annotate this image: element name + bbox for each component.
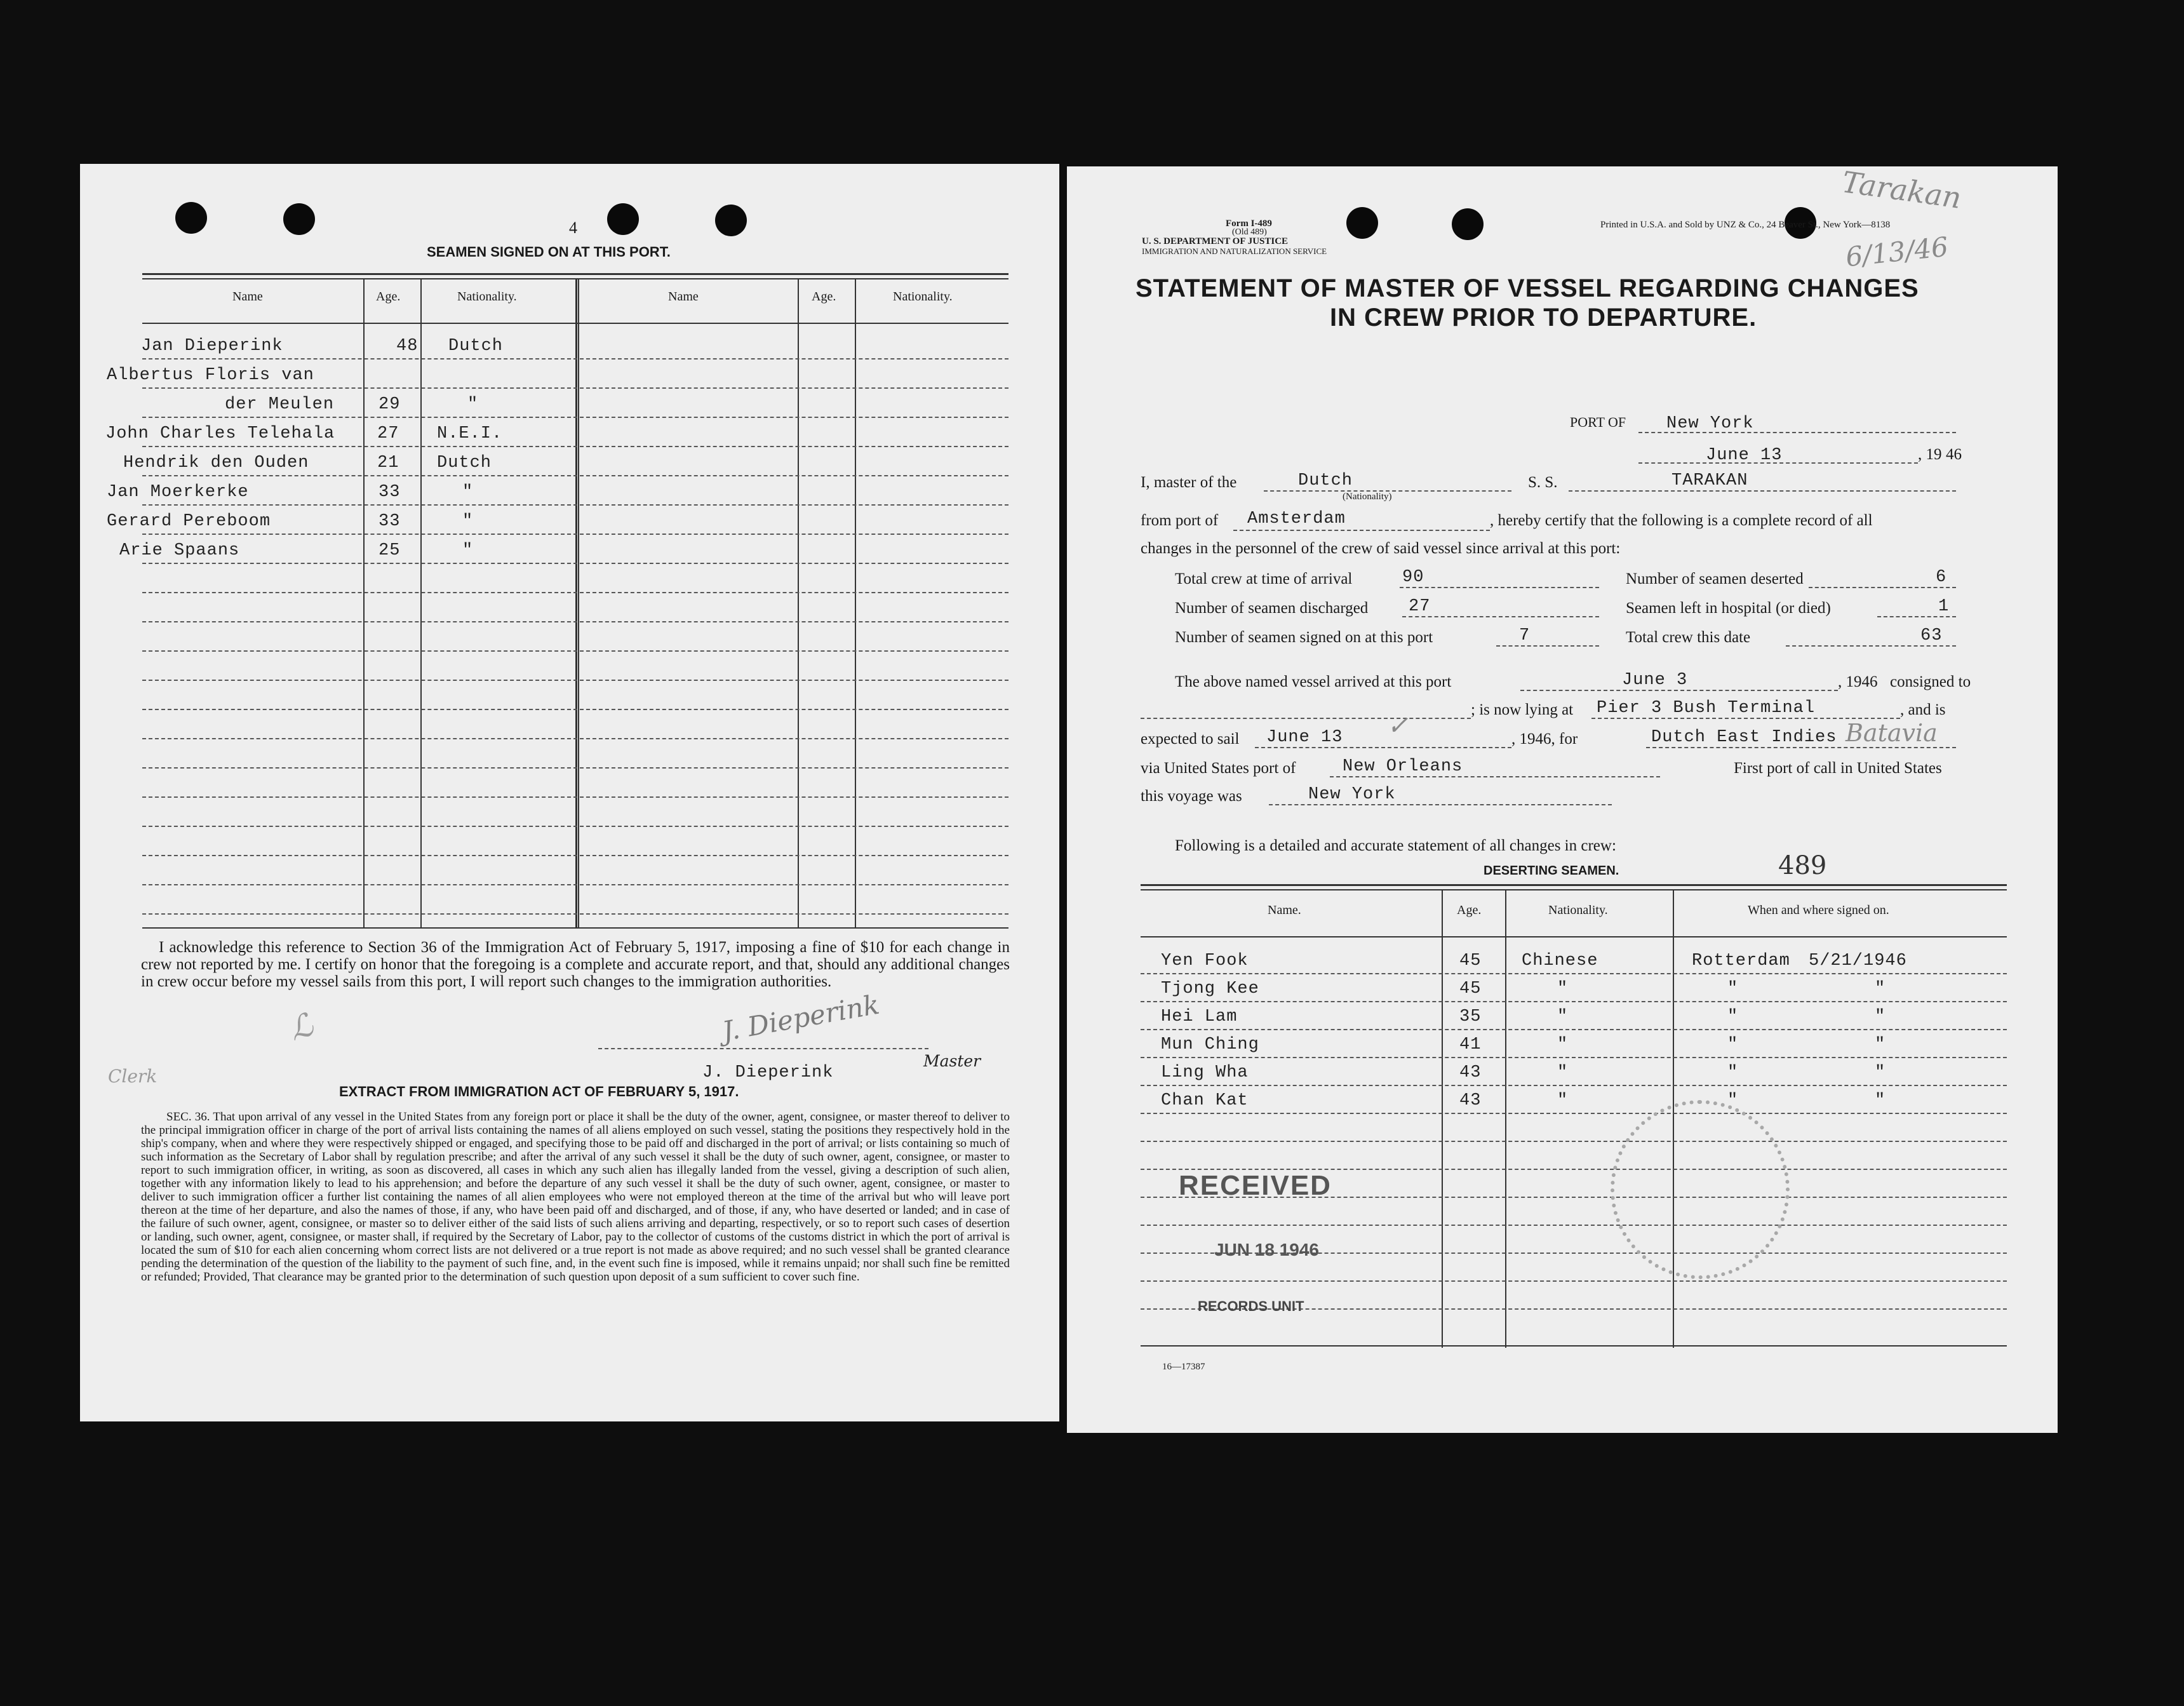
deserter-name: Hei Lam: [1161, 1007, 1238, 1026]
following-text: Following is a detailed and accurate statement of all changes in crew:: [1175, 837, 1616, 854]
deserter-where: Rotterdam: [1692, 951, 1790, 971]
deserter-name: Yen Fook: [1161, 951, 1249, 971]
row-line: [142, 563, 1008, 564]
from-port-label: from port of: [1141, 512, 1219, 529]
voyage-label: this voyage was: [1141, 788, 1242, 805]
master-label: Master: [923, 1052, 981, 1070]
deserter-nationality: ": [1557, 1091, 1569, 1110]
deserter-nationality: ": [1557, 1063, 1569, 1082]
form-id: Form I-489: [1226, 218, 1272, 229]
deserter-when: ": [1875, 1091, 1886, 1110]
row-line: [142, 680, 1008, 681]
field-line: [1786, 645, 1956, 647]
deserter-age: 45: [1459, 951, 1482, 971]
column-header-age: Age.: [812, 290, 836, 304]
punch-hole: [283, 203, 315, 235]
stamp-number: 489: [1778, 851, 1827, 880]
form-old: (Old 489): [1232, 227, 1267, 237]
acknowledgment-text: I acknowledge this reference to Section 36 of the Immigration Act of February 5, 1917, imposing a fine of $10 for each change in crew not reported by me. I certify on honor that the foregoing is a complete and accurate report, and that, should any additional changes in crew occur before my vessel sails from this port, I will report such changes to the immigration authorities.: [141, 939, 1010, 990]
column-header-when-where: When and where signed on.: [1748, 903, 1889, 917]
row-line: [142, 534, 1008, 535]
seaman-nationality: ": [462, 512, 474, 531]
master-of-label: I, master of the: [1141, 474, 1237, 491]
row-line: [142, 826, 1008, 827]
column-divider: [798, 278, 799, 927]
field-line: [1402, 616, 1599, 617]
deserted-value: 6: [1936, 568, 1947, 587]
deserter-name: Mun Ching: [1161, 1035, 1259, 1054]
deserter-when: ": [1875, 1035, 1886, 1054]
field-line: [1877, 616, 1956, 617]
form-footer: 16—17387: [1162, 1362, 1205, 1372]
seaman-nationality: ": [462, 541, 474, 560]
deserter-where: ": [1727, 1007, 1739, 1026]
deserter-when: ": [1875, 1063, 1886, 1082]
handwritten-vessel: Tarakan: [1840, 165, 1964, 215]
extract-title: EXTRACT FROM IMMIGRATION ACT OF FEBRUARY 5, 1917.: [339, 1084, 739, 1099]
field-line: [1330, 776, 1660, 777]
seaman-name: Arie Spaans: [119, 541, 240, 560]
rule: [1141, 889, 2007, 890]
punch-hole: [607, 203, 639, 235]
seaman-nationality: Dutch: [437, 453, 492, 473]
row-line: [1141, 1085, 2007, 1086]
deserter-age: 41: [1459, 1035, 1482, 1054]
seaman-age: 48: [396, 337, 419, 356]
form-title-line2: IN CREW PRIOR TO DEPARTURE.: [1330, 304, 1757, 332]
year-value: 46: [1946, 446, 1962, 463]
row-line: [1141, 973, 2007, 974]
deserter-where: ": [1727, 979, 1739, 998]
deserter-age: 43: [1459, 1063, 1482, 1082]
rule: [1141, 884, 2007, 886]
nationality-caption: (Nationality): [1343, 492, 1392, 502]
seaman-name: Albertus Floris van: [107, 366, 314, 385]
column-divider: [855, 278, 856, 927]
deserter-when: 5/21/1946: [1809, 951, 1907, 971]
received-date-stamp: JUN 18 1946: [1214, 1240, 1320, 1259]
seaman-age: 33: [379, 512, 401, 531]
row-line: [1141, 1029, 2007, 1030]
deserter-age: 43: [1459, 1091, 1482, 1110]
department: U. S. DEPARTMENT OF JUSTICE: [1142, 236, 1289, 246]
row-line: [1141, 1225, 2007, 1226]
row-line: [142, 884, 1008, 885]
discharged-label: Number of seamen discharged: [1175, 600, 1369, 617]
column-divider: [578, 278, 579, 927]
seaman-nationality: N.E.I.: [437, 424, 503, 443]
page-number: 4: [569, 218, 577, 237]
records-unit-stamp: RECORDS UNIT: [1198, 1298, 1304, 1314]
seaman-age: 29: [379, 395, 401, 414]
arrived-year: , 1946: [1838, 673, 1878, 690]
section-36-text: SEC. 36. That upon arrival of any vessel in the United States from any foreign port or place it shall be the duty of the owner, agent, consignee, or master thereof to deliver to the principal immigration officer in charge of the port of arrival lists containing the names of all aliens employed on such vessel, stating the positions they respectively hold in the ship's company, when and where they were respectively shipped or engaged, and specifying those to be paid off and discharged in the port of arrival; or lists containing so much of such information as the Secretary of Labor shall by regulation prescribe; and after the arrival of any such vessel it shall be the duty of such owner, agent, consignee, or master to report to such immigration officer, in writing, as soon as discovered, all cases in which any such alien has illegally landed from the vessel, giving a description of such alien, together with any information likely to lead to his apprehension; and before the departure of any such vessel it shall be the duty of such owner, agent, consignee, or master to deliver to such immigration officer a further list containing the names of all alien employees who were not employed thereon at the time of the arrival but who will leave port thereon at the time of her departure, and also the names of those, if any, who have been paid off and discharged, and of those, if any, who have deserted or landed; and in case of the failure of such owner, agent, consignee, or master so to deliver either of the said lists of such aliens arriving and departing, respectively, or so to report such cases of desertion or landing, such owner, agent, consignee, or master shall, if required by the Secretary of Labor, pay to the collector of customs of the customs district in which the port of arrival is located the sum of $10 for each alien concerning whom correct lists are not delivered or a true report is not made as above required; and no such vessel shall be granted clearance pending the determination of the question of the liability to the payment of such fine, and, in the event such fine is imposed, while it remains unpaid; nor shall such fine be remitted or refunded; Provided, That clearance may be granted prior to the determination of such question upon deposit of a sum sufficient to cover such fine.: [141, 1110, 1010, 1284]
deserting-title: DESERTING SEAMEN.: [1484, 864, 1619, 878]
field-line: [1809, 587, 1956, 588]
deserter-nationality: ": [1557, 979, 1569, 998]
field-line: [1646, 747, 1956, 748]
seaman-name: Jan Moerkerke: [107, 483, 249, 502]
signed-on-label: Number of seamen signed on at this port: [1175, 629, 1433, 646]
received-stamp: RECEIVED: [1179, 1170, 1332, 1201]
row-line: [142, 796, 1008, 798]
field-line: [1496, 645, 1599, 647]
deserter-where: ": [1727, 1035, 1739, 1054]
circular-seal: [1611, 1100, 1790, 1279]
deserter-name: Tjong Kee: [1161, 979, 1259, 998]
via-value: New Orleans: [1343, 757, 1463, 776]
nationality-value: Dutch: [1298, 471, 1353, 490]
column-header-age: Age.: [376, 290, 401, 304]
column-divider: [420, 278, 422, 927]
field-line: [1141, 718, 1471, 719]
row-line: [142, 387, 1008, 389]
deserter-where: ": [1727, 1063, 1739, 1082]
seaman-name: Gerard Pereboom: [107, 512, 271, 531]
row-line: [142, 855, 1008, 856]
row-line: [1141, 1141, 2007, 1142]
lying-label: ; is now lying at: [1471, 701, 1574, 718]
column-divider: [575, 278, 577, 927]
seaman-age: 27: [377, 424, 399, 443]
signature-line: [598, 1048, 928, 1049]
printer-note: Printed in U.S.A. and Sold by UNZ & Co., 24 Beaver St., New York—8138: [1600, 220, 1891, 230]
column-divider: [1505, 889, 1506, 1348]
row-line: [1141, 1057, 2007, 1058]
deserter-nationality: ": [1557, 1007, 1569, 1026]
total-arrival-label: Total crew at time of arrival: [1175, 570, 1353, 588]
row-line: [142, 913, 1008, 915]
arrived-date: June 3: [1622, 671, 1688, 690]
service: IMMIGRATION AND NATURALIZATION SERVICE: [1142, 246, 1327, 256]
deserter-where: ": [1727, 1091, 1739, 1110]
rule: [1141, 936, 2007, 937]
seaman-nationality: ": [462, 483, 474, 502]
punch-hole: [715, 205, 747, 236]
row-line: [142, 475, 1008, 476]
date-value: June 13: [1706, 446, 1783, 465]
row-line: [1141, 1113, 2007, 1114]
column-header-nationality: Nationality.: [457, 290, 517, 304]
destination-handwritten: Batavia: [1846, 719, 1938, 747]
row-line: [142, 650, 1008, 652]
row-line: [142, 738, 1008, 739]
master-signature: J. Dieperink: [720, 988, 882, 1047]
arrived-label: The above named vessel arrived at this port: [1175, 673, 1452, 690]
lying-value: Pier 3 Bush Terminal: [1597, 699, 1816, 718]
seaman-name: der Meulen: [225, 395, 335, 414]
punch-hole: [1346, 207, 1378, 239]
deserter-age: 45: [1459, 979, 1482, 998]
total-date-label: Total crew this date: [1626, 629, 1751, 646]
row-line: [142, 709, 1008, 710]
deserted-label: Number of seamen deserted: [1626, 570, 1804, 588]
discharged-value: 27: [1409, 597, 1431, 616]
rule: [1141, 1345, 2007, 1347]
from-port-value: Amsterdam: [1247, 509, 1346, 528]
via-label: via United States port of: [1141, 760, 1296, 777]
column-divider: [363, 278, 365, 927]
column-header-age: Age.: [1457, 903, 1482, 917]
column-header-name: Name.: [1268, 903, 1301, 917]
seaman-name: John Charles Telehala: [105, 424, 335, 443]
section-title: SEAMEN SIGNED ON AT THIS PORT.: [427, 244, 671, 260]
deserter-when: ": [1875, 1007, 1886, 1026]
deserter-name: Chan Kat: [1161, 1091, 1249, 1110]
vessel-name: TARAKAN: [1671, 471, 1748, 490]
field-line: [1233, 530, 1490, 531]
row-line: [142, 358, 1008, 359]
hospital-value: 1: [1938, 597, 1950, 616]
column-header-name: Name: [232, 290, 263, 304]
voyage-value: New York: [1308, 785, 1396, 804]
clerk-label: Clerk: [108, 1066, 157, 1087]
total-date-value: 63: [1920, 626, 1943, 645]
master-name-typed: J. Dieperink: [702, 1063, 834, 1082]
destination: Dutch East Indies: [1651, 728, 1837, 747]
year-prefix: , 19: [1918, 446, 1942, 463]
expected-year: , 1946, for: [1511, 730, 1578, 748]
consigned-label: consigned to: [1890, 673, 1971, 690]
row-line: [142, 417, 1008, 418]
row-line: [142, 767, 1008, 769]
signed-on-value: 7: [1519, 626, 1531, 645]
left-page: 4 SEAMEN SIGNED ON AT THIS PORT. Name Age. Nationality. Name Age. Nationality. Jan Dieperink 48 Dutch Albertus Floris van der Meulen 29 " John Charles Telehala 27 N.E.I. Hendrik den Ouden 21 Dutch Jan Moerkerke 33 " Gerard Pereboom 33 " Arie Spaans 25 " I acknowledge this reference to Section 36 of the Immigration Act of February 5, 1917, imposing a fine of $10 for each change in crew not reported by me. I certify on honor that the foregoing is a complete and accurate report, and that, should any additional changes in crew occur before my vessel sails from this port, I will report such changes to the immigration authorities. J. Dieperink ℒ Clerk Master J. Dieperink EXTRACT FROM IMMIGRATION ACT OF FEBRUARY 5, 1917. SEC. 36. That upon arrival of any vessel in the United States from any foreign port or place it shall be the duty of the owner, agent, consignee, or master thereof to deliver to the principal immigration officer in charge of the port of arrival lists containing the names of all aliens employed on such vessel, stating the positions they respectively hold in the ship's company, when and where they were respectively shipped or engaged, and specifying those to be paid off and discharged in the port of arrival; or lists containing so much of such information as the Secretary of Labor shall by regulation prescribe; and after the arrival of any such vessel it shall be the duty of such owner, agent, consignee, or master to report to such immigration officer, in writing, as soon as discovered, all cases in which any such alien has illegally landed from the vessel, giving a description of such alien, together with any information likely to lead to his apprehension; and before the departure of any such vessel it shall be the duty of such owner, agent, consignee, or master to deliver to such immigration officer a further list containing the names of all alien employees who were not employed thereon at the time of the arrival but who will leave port thereon at the time of her departure, and also the names of those, if any, who have been paid off and discharged, and of those, if any, who have deserted or landed; and in case of the failure of such owner, agent, consignee, or master so to deliver either of the said lists of such aliens arriving and departing, respectively, or so to report such cases of desertion or landing, such owner, agent, consignee, or master shall, if required by the Secretary of Labor, pay to the collector of customs of the customs district in which the port of arrival is located the sum of $10 for each alien concerning whom correct lists are not delivered or a true report is not made as above required; and no such vessel shall be granted clearance pending the determination of the question of the liability to the payment of such fine, and, in the event such fine is imposed, while it remains unpaid; nor shall such fine be remitted or refunded; Provided, That clearance may be granted prior to the determination of such question upon deposit of a sum sufficient to cover such fine.: [80, 164, 1059, 1421]
changes-text: changes in the personnel of the crew of said vessel since arrival at this port:: [1141, 540, 1621, 557]
seaman-name: Jan Dieperink: [141, 337, 283, 356]
seaman-nationality: ": [467, 395, 479, 414]
deserter-nationality: ": [1557, 1035, 1569, 1054]
column-divider: [1442, 889, 1443, 1348]
punch-hole: [1452, 208, 1484, 240]
expected-value: June 13: [1266, 728, 1343, 747]
port-label: PORT OF: [1570, 414, 1626, 430]
punch-hole: [175, 202, 207, 234]
row-line: [142, 621, 1008, 622]
field-line: [1269, 804, 1612, 805]
deserter-when: ": [1875, 979, 1886, 998]
total-arrival-value: 90: [1402, 568, 1424, 587]
rule: [142, 273, 1008, 275]
row-line: [1141, 1001, 2007, 1002]
deserter-nationality: Chinese: [1522, 951, 1598, 971]
handwritten-date: 6/13/46: [1844, 231, 1950, 273]
seaman-age: 25: [379, 541, 401, 560]
seaman-age: 33: [379, 483, 401, 502]
first-port-label: First port of call in United States: [1734, 760, 1942, 777]
and-is-text: , and is: [1900, 701, 1946, 718]
seaman-name: Hendrik den Ouden: [123, 453, 309, 473]
seaman-age: 21: [377, 453, 399, 473]
form-title-line1: STATEMENT OF MASTER OF VESSEL REGARDING CHANGES: [1136, 274, 1919, 302]
deserter-age: 35: [1459, 1007, 1482, 1026]
certify-text: , hereby certify that the following is a complete record of all: [1490, 512, 1873, 529]
deserter-name: Ling Wha: [1161, 1063, 1249, 1082]
row-line: [1141, 1280, 2007, 1282]
field-line: [1400, 587, 1599, 588]
row-line: [142, 592, 1008, 593]
field-line: [1520, 690, 1838, 691]
ss-label: S. S.: [1528, 474, 1558, 491]
port-value: New York: [1666, 414, 1754, 433]
row-line: [142, 504, 1008, 506]
column-header-name: Name: [668, 290, 699, 304]
column-header-nationality: Nationality.: [893, 290, 953, 304]
seaman-nationality: Dutch: [448, 337, 504, 356]
expected-label: expected to sail: [1141, 730, 1240, 748]
hospital-label: Seamen left in hospital (or died): [1626, 600, 1831, 617]
field-line: [1569, 490, 1956, 492]
rule: [142, 927, 1008, 929]
column-header-nationality: Nationality.: [1548, 903, 1608, 917]
row-line: [142, 446, 1008, 447]
field-line: [1255, 747, 1511, 748]
right-page: Form I-489 (Old 489) U. S. DEPARTMENT OF JUSTICE IMMIGRATION AND NATURALIZATION SERVICE Printed in U.S.A. and Sold by UNZ & Co., 24 Beaver St., New York—8138 Tarakan 6/13/46 STATEMENT OF MASTER OF VESSEL REGARDING CHANGES IN CREW PRIOR TO DEPARTURE. PORT OF New York June 13 , 19 46 I, master of the Dutch (Nationality) S. S. TARAKAN from port of Amsterdam , hereby certify that the following is a complete record of all changes in the personnel of the crew of said vessel since arrival at this port: Total crew at time of arrival 90 Number of seamen deserted 6 Number of seamen discharged 27 Seamen left in hospital (or died) 1 Number of seamen signed on at this port 7 Total crew this date 63 The above named vessel arrived at this port June 3 , 1946 consigned to ; is now lying at Pier 3 Bush Terminal , and is expected to sail June 13 ✓ , 1946, for Dutch East Indies Batavia via United States port of New Orleans First port of call in United States this voyage was New York Following is a detailed and accurate statement of all changes in crew: DESERTING SEAMEN. 489 Name. Age. Nationality. When and where signed on. Yen Fook 45 Chinese Rotterdam 5/21/1946 Tjong Kee 45 " " " Hei Lam 35 " " " Mun Ching 41 " " " Ling Wha 43 " " " Chan Kat 43 " " " RECEIVED JUN 18 1946 RECORDS UNIT 16—17387: [1067, 166, 2058, 1433]
